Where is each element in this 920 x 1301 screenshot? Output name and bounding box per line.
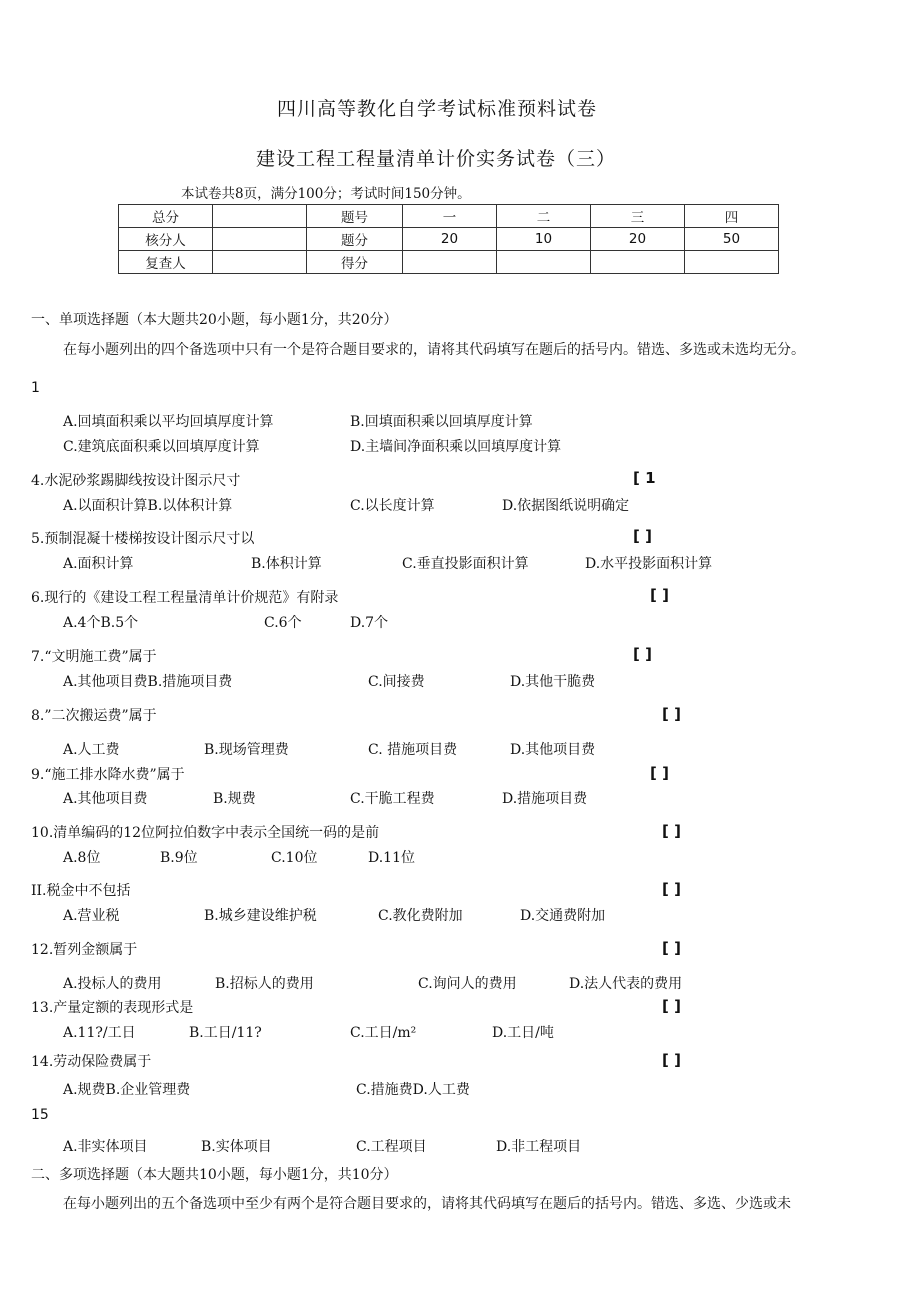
option: D.主墙间净面积乘以回填厚度计算 bbox=[350, 439, 562, 455]
option: A.投标人的费用 bbox=[63, 976, 162, 992]
option: B.城乡建设维护税 bbox=[204, 908, 317, 924]
option: D.交通费附加 bbox=[520, 908, 606, 924]
table-cell bbox=[213, 228, 307, 251]
option: C.以长度计算 bbox=[350, 498, 435, 514]
table-cell: 得分 bbox=[307, 251, 403, 274]
option: C.垂直投影面积计算 bbox=[402, 556, 529, 572]
table-cell bbox=[685, 251, 779, 274]
question-stem: 7.“文明施工费”属于 bbox=[31, 649, 157, 665]
option: A.8位 bbox=[63, 850, 101, 866]
answer-bracket: [ ] bbox=[662, 822, 681, 840]
table-cell bbox=[591, 251, 685, 274]
score-table bbox=[118, 204, 779, 274]
option: C.6个 bbox=[264, 615, 302, 631]
exam-subtitle: 建设工程工程量清单计价实务试卷（三） bbox=[256, 148, 617, 170]
option: B.实体项目 bbox=[201, 1139, 272, 1155]
table-cell bbox=[497, 251, 591, 274]
question-stem: 12.暂列金额属于 bbox=[31, 942, 138, 958]
answer-bracket: [ ] bbox=[662, 1051, 681, 1069]
option: B.规费 bbox=[213, 791, 256, 807]
option: C.干脆工程费 bbox=[350, 791, 435, 807]
option: B.招标人的费用 bbox=[215, 976, 314, 992]
option: C.询问人的费用 bbox=[418, 976, 517, 992]
question-stem: 15 bbox=[31, 1107, 49, 1123]
table-cell: 题号 bbox=[307, 205, 403, 228]
table-cell: 总分 bbox=[119, 205, 213, 228]
table-cell: 复查人 bbox=[119, 251, 213, 274]
option: C.工程项目 bbox=[356, 1139, 427, 1155]
option: A.营业税 bbox=[63, 908, 120, 924]
answer-bracket: [ 1 bbox=[633, 469, 656, 487]
answer-bracket: [ ] bbox=[633, 527, 652, 545]
option: B.回填面积乘以回填厚度计算 bbox=[350, 414, 533, 430]
option: A.人工费 bbox=[63, 742, 120, 758]
option: B.现场管理费 bbox=[204, 742, 289, 758]
section1-title: 一、单项选择题（本大题共20小题，每小题1分，共20分） bbox=[31, 312, 398, 328]
option: B.9位 bbox=[160, 850, 198, 866]
question-stem: 4.水泥砂浆踢脚线按设计图示尺寸 bbox=[31, 473, 241, 489]
answer-bracket: [ ] bbox=[650, 586, 669, 604]
question-stem: 13.产量定额的表现形式是 bbox=[31, 1000, 194, 1016]
table-cell: 题分 bbox=[307, 228, 403, 251]
table-cell bbox=[213, 251, 307, 274]
exam-info: 本试卷共8页，满分100分；考试时间150分钟。 bbox=[181, 186, 471, 202]
option: D.法人代表的费用 bbox=[569, 976, 683, 992]
section1-instruction: 在每小题列出的四个备选项中只有一个是符合题目要求的，请将其代码填写在题后的括号内。错选、多选或未选均无分。 bbox=[63, 342, 805, 358]
option: A.其他项目费 bbox=[63, 791, 148, 807]
table-cell: 20 bbox=[591, 228, 685, 251]
option: A.规费B.企业管理费 bbox=[63, 1082, 191, 1098]
option: D.其他项目费 bbox=[510, 742, 596, 758]
option: D.其他干脆费 bbox=[510, 674, 596, 690]
option: D.非工程项目 bbox=[496, 1139, 582, 1155]
option: C.工日/m² bbox=[350, 1025, 417, 1041]
table-cell: 四 bbox=[685, 205, 779, 228]
option: A.其他项目费B.措施项目费 bbox=[63, 674, 233, 690]
question-stem: 9.“施工排水降水费”属于 bbox=[31, 767, 185, 783]
option: A.4个B.5个 bbox=[63, 615, 139, 631]
table-cell: 50 bbox=[685, 228, 779, 251]
table-row bbox=[119, 251, 779, 274]
option: D.水平投影面积计算 bbox=[585, 556, 713, 572]
option: C. 措施项目费 bbox=[368, 742, 458, 758]
answer-bracket: [ ] bbox=[662, 880, 681, 898]
question-stem: 10.清单编码的12位阿拉伯数字中表示全国统一码的是前 bbox=[31, 825, 380, 841]
question-stem: 8.”二次搬运费”属于 bbox=[31, 708, 157, 724]
option: C.建筑底面积乘以回填厚度计算 bbox=[63, 439, 260, 455]
table-cell bbox=[403, 251, 497, 274]
option: A.以面积计算B.以体积计算 bbox=[63, 498, 233, 514]
option: A.面积计算 bbox=[63, 556, 134, 572]
section2-instruction: 在每小题列出的五个备选项中至少有两个是符合题目要求的，请将其代码填写在题后的括号内。错选、多选、少选或未 bbox=[63, 1196, 791, 1212]
option: D.7个 bbox=[350, 615, 389, 631]
answer-bracket: [ ] bbox=[662, 939, 681, 957]
option: D.依据图纸说明确定 bbox=[502, 498, 630, 514]
option: D.11位 bbox=[368, 850, 415, 866]
question-stem: 1 bbox=[31, 380, 40, 396]
option: A.回填面积乘以平均回填厚度计算 bbox=[63, 414, 274, 430]
question-stem: 5.预制混凝十楼梯按设计图示尺寸以 bbox=[31, 531, 255, 547]
option: C.教化费附加 bbox=[378, 908, 463, 924]
answer-bracket: [ ] bbox=[633, 645, 652, 663]
question-stem: II.税金中不包括 bbox=[31, 883, 131, 899]
section2-title: 二、多项选择题（本大题共10小题，每小题1分，共10分） bbox=[31, 1167, 398, 1183]
table-row bbox=[119, 205, 779, 228]
table-cell bbox=[213, 205, 307, 228]
option: C.间接费 bbox=[368, 674, 425, 690]
option: B.工日/11? bbox=[189, 1025, 262, 1041]
answer-bracket: [ ] bbox=[662, 997, 681, 1015]
table-cell: 二 bbox=[497, 205, 591, 228]
table-row bbox=[119, 228, 779, 251]
option: C.措施费D.人工费 bbox=[356, 1082, 470, 1098]
option: A.非实体项目 bbox=[63, 1139, 148, 1155]
table-cell: 10 bbox=[497, 228, 591, 251]
option: B.体积计算 bbox=[251, 556, 322, 572]
question-stem: 6.现行的《建设工程工程量清单计价规范》有附录 bbox=[31, 590, 339, 606]
option: C.10位 bbox=[271, 850, 318, 866]
answer-bracket: [ ] bbox=[650, 764, 669, 782]
table-cell: 核分人 bbox=[119, 228, 213, 251]
table-cell: 三 bbox=[591, 205, 685, 228]
option: A.11?/工日 bbox=[63, 1025, 136, 1041]
table-cell: 20 bbox=[403, 228, 497, 251]
table-cell: 一 bbox=[403, 205, 497, 228]
exam-title: 四川高等教化自学考试标准预料试卷 bbox=[277, 98, 598, 120]
option: D.措施项目费 bbox=[502, 791, 588, 807]
question-stem: 14.劳动保险费属于 bbox=[31, 1054, 152, 1070]
option: D.工日/吨 bbox=[492, 1025, 554, 1041]
answer-bracket: [ ] bbox=[662, 705, 681, 723]
